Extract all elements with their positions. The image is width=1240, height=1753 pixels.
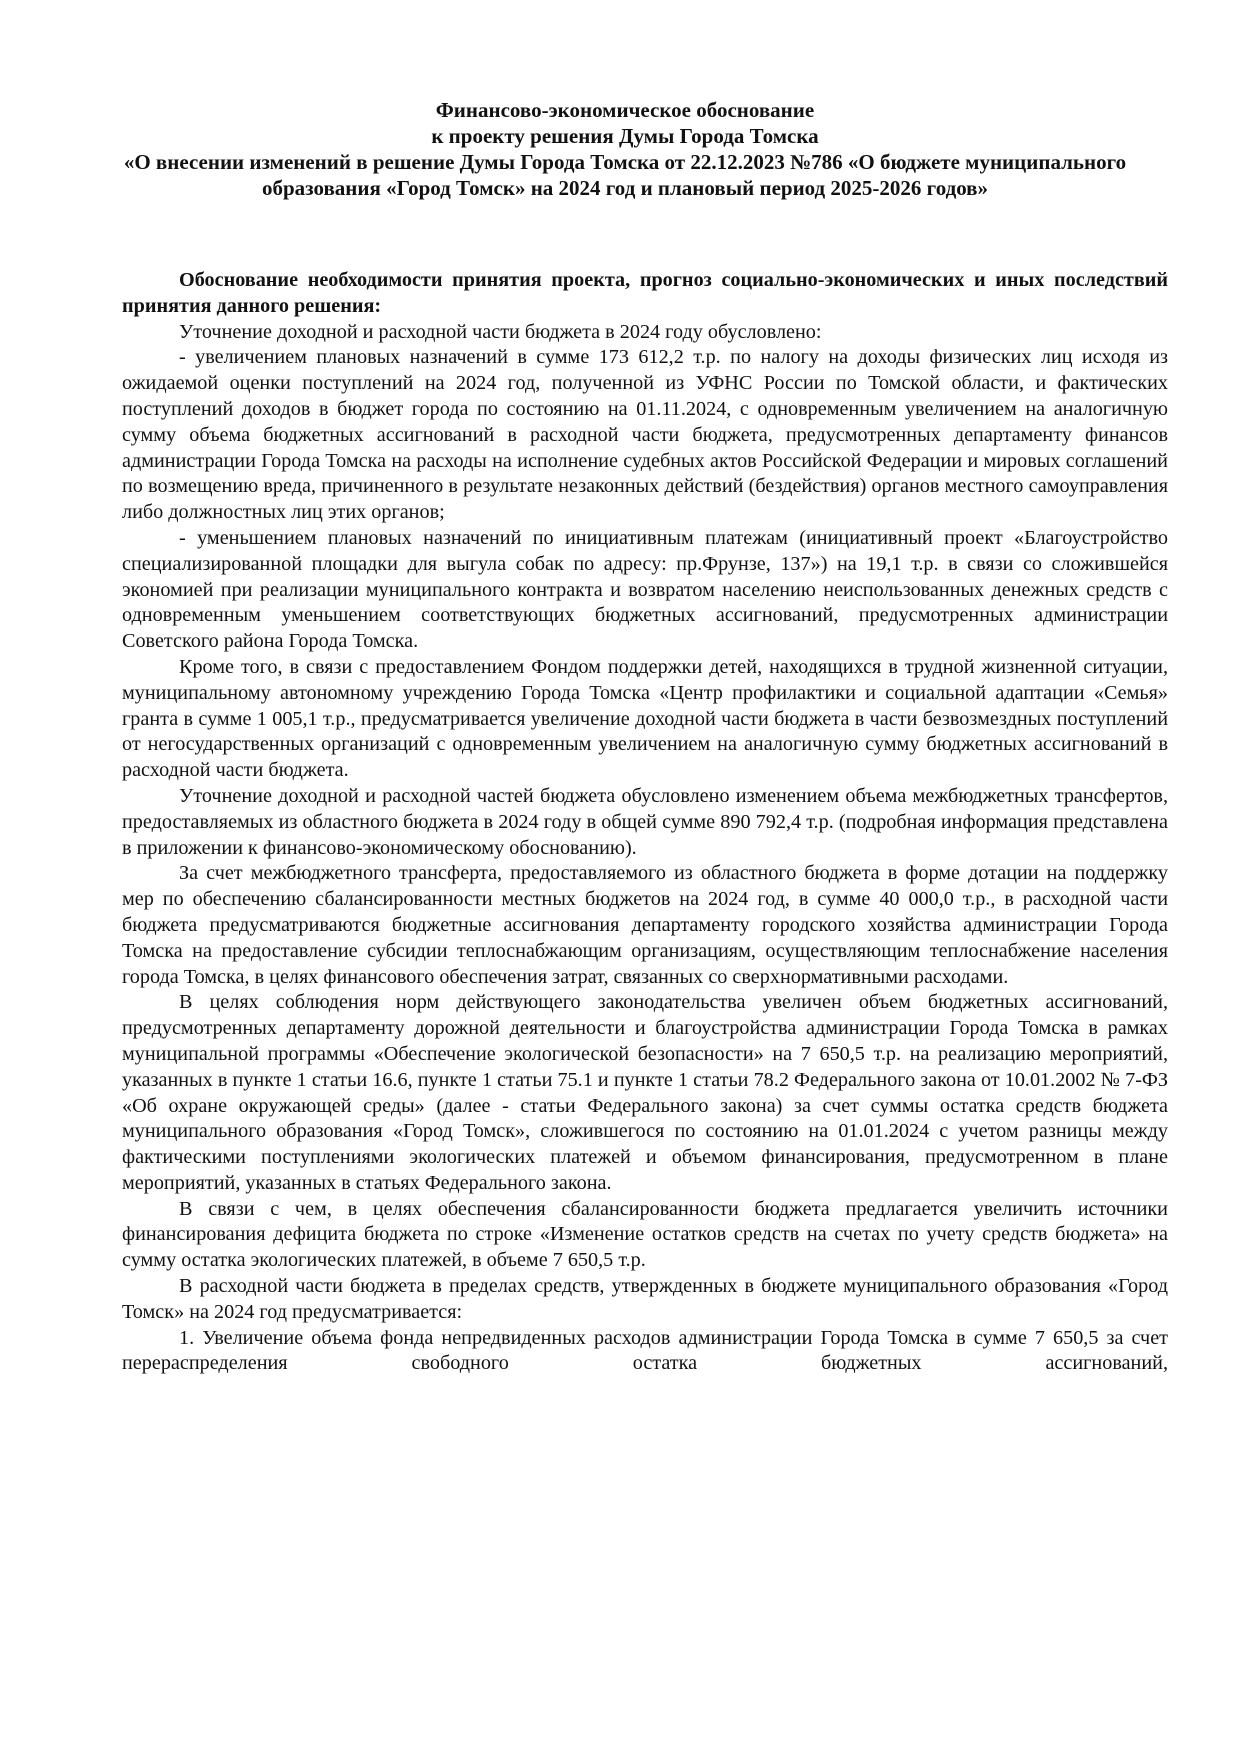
paragraph: В расходной части бюджета в пределах средств, утвержденных в бюджете муниципального образования «Город Томск» на 2024 год предусматривается:	[122, 1275, 1168, 1323]
paragraph: В целях соблюдения норм действующего законодательства увеличен объем бюджетных ассигнований, предусмотренных департаменту дорожной деятельности и благоустройства администрации Города Томска в рамках муниципальной программы «Обеспечение экологической безопасности» на 7 650,5 т.р. на реализацию мероприятий, указанных в пункте 1 статьи 16.6, пункте 1 статьи 75.1 и пункте 1 статьи 78.2 Федерального закона от 10.01.2002 № 7-ФЗ «Об охране окружающей среды» (далее - статьи Федерального закона) за счет суммы остатка средств бюджета муниципального образования «Город Томск», сложившегося по состоянию на 01.01.2024 с учетом разницы между фактическими поступлениями экологических платежей и объемом финансирования, предусмотренном в плане мероприятий, указанных в статьях Федерального закона.	[122, 991, 1168, 1194]
paragraph: В связи с чем, в целях обеспечения сбалансированности бюджета предлагается увеличить источники финансирования дефицита бюджета по строке «Изменение остатков средств на счетах по учету средств бюджета» на сумму остатка экологических платежей, в объеме 7 650,5 т.р.	[122, 1197, 1168, 1272]
list-item: - уменьшением плановых назначений по инициативным платежам (инициативный проект «Благоустройство специализированной площадки для выгула собак по адресу: пр.Фрунзе, 137») на 19,1 т.р. в связи со сложившейся экономией при реализации муниципального контракта и возвратом населению неиспользованных денежных средств с одновременным уменьшением соответствующих бюджетных ассигнований, предусмотренных администрации Советского района Города Томска.	[122, 526, 1168, 653]
paragraph: Уточнение доходной и расходной части бюджета в 2024 году обусловлено:	[179, 320, 822, 343]
title-line-1: Финансово-экономическое обоснование	[435, 98, 815, 122]
paragraph: Уточнение доходной и расходной частей бюджета обусловлено изменением объема межбюджетных трансфертов, предоставляемых из областного бюджета в 2024 году в общей сумме 890 792,4 т.р. (подробная информация представлена в приложении к финансово-экономическому обоснованию).	[122, 784, 1168, 859]
paragraph: За счет межбюджетного трансферта, предоставляемого из областного бюджета в форме дотации на поддержку мер по обеспечению сбалансированности местных бюджетов на 2024 год, в сумме 40 000,0 т.р., в расходной части бюджета предусматриваются бюджетные ассигнования департаменту городского хозяйства администрации Города Томска на предоставление субсидии теплоснабжающим организациям, осуществляющим теплоснабжение населения города Томска, в целях финансового обеспечения затрат, связанных со сверхнормативными расходами.	[122, 862, 1168, 988]
paragraph: Кроме того, в связи с предоставлением Фондом поддержки детей, находящихся в трудной жизненной ситуации, муниципальному автономному учреждению Города Томска «Центр профилактики и социальной адаптации «Семья» гранта в сумме 1 005,1 т.р., предусматривается увеличение доходной части бюджета в части безвозмездных поступлений от негосударственных организаций с одновременным увеличением на аналогичную сумму бюджетных ассигнований в расходной части бюджета.	[122, 655, 1168, 782]
document-body	[122, 268, 1168, 1377]
list-item: - увеличением плановых назначений в сумме 173 612,2 т.р. по налогу на доходы физических лиц исходя из ожидаемой оценки поступлений на 2024 год, полученной из УФНС России по Томской области, и фактических поступлений доходов в бюджет города по состоянию на 01.11.2024, с одновременным увеличением на аналогичную сумму объема бюджетных ассигнований в расходной части бюджета, предусмотренных департаменту финансов администрации Города Томска на расходы на исполнение судебных актов Российской Федерации и мировых соглашений по возмещению вреда, причиненного в результате незаконных действий (бездействия) органов местного самоуправления либо должностных лиц этих органов;	[122, 346, 1168, 524]
document-title	[120, 97, 1130, 201]
section-heading: Обоснование необходимости принятия проекта, прогноз социально-экономических и иных последствий принятия данного решения:	[122, 269, 1168, 317]
title-line-2: к проекту решения Думы Города Томска	[431, 124, 819, 148]
numbered-item: 1. Увеличение объема фонда непредвиденных расходов администрации Города Томска в сумме 7 650,5 за счет перераспределения свободного остатка бюджетных ассигнований,	[122, 1326, 1168, 1375]
title-line-3: «О внесении изменений в решение Думы Города Томска от 22.12.2023 №786 «О бюджете муниципального образования «Город Томск» на 2024 год и плановый период 2025-2026 годов»	[123, 150, 1127, 200]
